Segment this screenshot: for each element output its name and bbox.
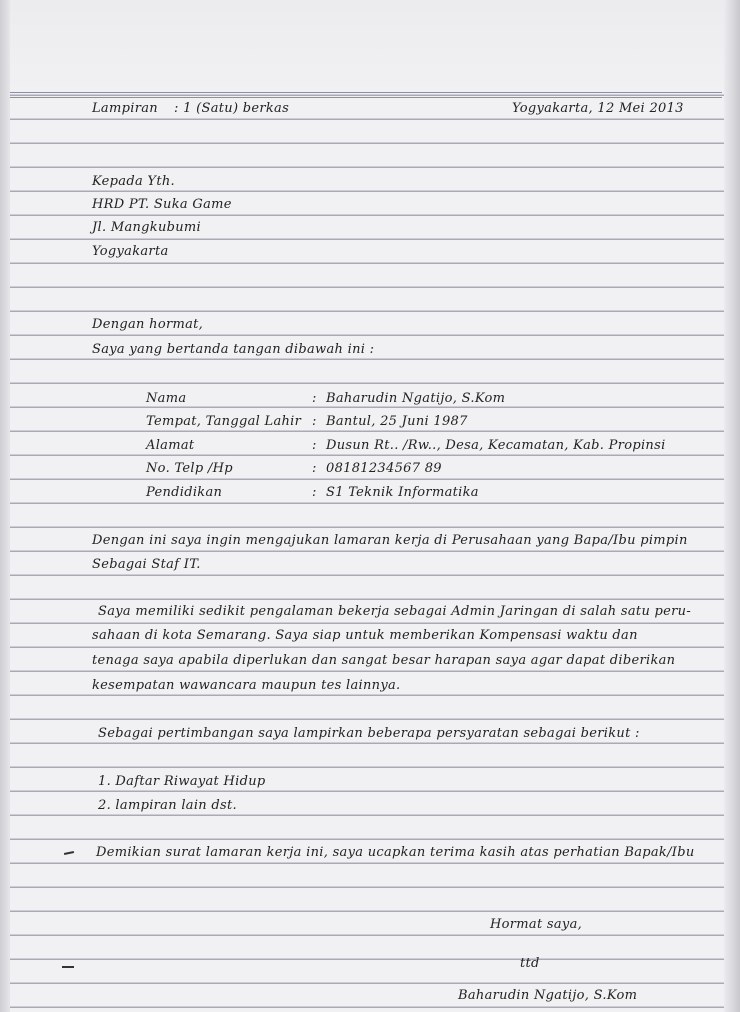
field-colon: : (312, 391, 317, 406)
place-date: Yogyakarta, 12 Mei 2013 (512, 101, 684, 116)
field-label: No. Telp /Hp (146, 461, 233, 476)
paper-top-margin (0, 0, 740, 94)
header-rule (10, 97, 722, 98)
field-label: Tempat, Tanggal Lahir (146, 414, 302, 429)
field-label: Pendidikan (146, 485, 223, 500)
recipient-line: HRD PT. Suka Game (92, 197, 232, 212)
recipient-line: Kepada Yth. (92, 174, 175, 189)
intro-line: Saya yang bertanda tangan dibawah ini : (92, 342, 375, 357)
field-value: 08181234567 89 (326, 461, 442, 476)
body-line: tenaga saya apabila diperlukan dan sangat besar harapan saya agar dapat diberikan (92, 653, 676, 668)
field-colon: : (312, 414, 317, 429)
signature-ttd: ttd (520, 956, 540, 971)
greeting: Dengan hormat, (92, 317, 204, 332)
field-value: Bantul, 25 Juni 1987 (326, 414, 468, 429)
recipient-line: Jl. Mangkubumi (92, 220, 202, 235)
header-rule (10, 92, 722, 93)
field-label: Nama (146, 391, 187, 406)
field-value: Baharudin Ngatijo, S.Kom (326, 391, 506, 406)
field-colon: : (312, 485, 317, 500)
recipient-line: Yogyakarta (92, 244, 169, 259)
paper-right-edge (724, 0, 740, 1012)
body-line: Sebagai Staf IT. (92, 557, 201, 572)
list-item: 1. Daftar Riwayat Hidup (98, 774, 266, 789)
field-colon: : (312, 438, 317, 453)
body-line: sahaan di kota Semarang. Saya siap untuk memberikan Kompensasi waktu dan (92, 628, 638, 643)
field-colon: : (312, 461, 317, 476)
pen-mark (62, 966, 74, 968)
list-item: 2. lampiran lain dst. (98, 798, 237, 813)
signature-name: Baharudin Ngatijo, S.Kom (458, 988, 638, 1003)
body-line: Dengan ini saya ingin mengajukan lamaran kerja di Perusahaan yang Bapa/Ibu pimpin (92, 533, 688, 548)
field-value: Dusun Rt.. /Rw.., Desa, Kecamatan, Kab. Propinsi (326, 438, 666, 453)
body-line: Saya memiliki sedikit pengalaman bekerja sebagai Admin Jaringan di salah satu peru- (98, 604, 692, 619)
body-line: Sebagai pertimbangan saya lampirkan beberapa persyaratan sebagai berikut : (98, 726, 640, 741)
body-line: kesempatan wawancara maupun tes lainnya. (92, 678, 401, 693)
signature-salutation: Hormat saya, (490, 917, 583, 932)
pen-mark (64, 851, 74, 855)
paper-left-edge (0, 0, 10, 1012)
field-label: Alamat (146, 438, 195, 453)
closing-line: Demikian surat lamaran kerja ini, saya ucapkan terima kasih atas perhatian Bapak/Ibu (96, 845, 695, 860)
field-value: S1 Teknik Informatika (326, 485, 479, 500)
attachment-label: Lampiran (92, 101, 158, 116)
attachment-value: : 1 (Satu) berkas (174, 101, 290, 116)
